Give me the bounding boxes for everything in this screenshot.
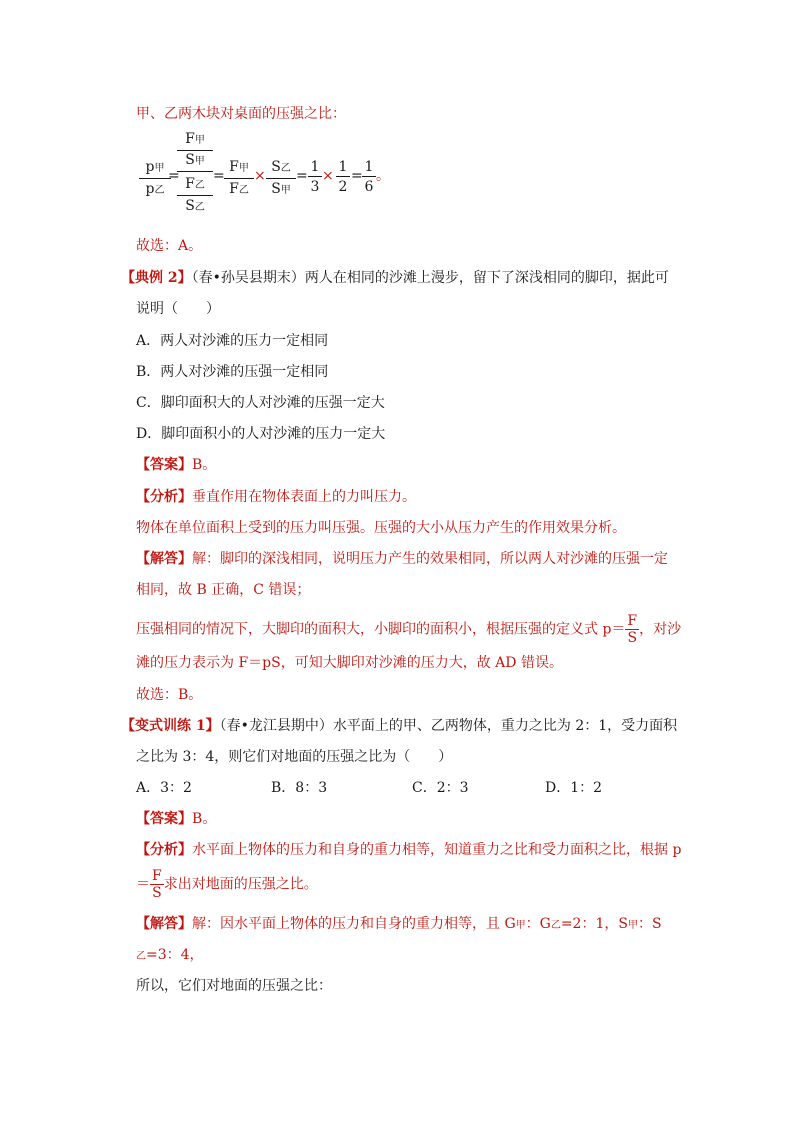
example-2-analysis-line-2: 物体在单位面积上受到的压力叫压强。压强的大小从压力产生的作用效果分析。 (136, 520, 626, 536)
variant-solution-1b: ：G (525, 916, 551, 932)
variant-answer-value: B。 (192, 811, 217, 827)
f-jia-sub: 甲 (194, 135, 205, 146)
variant-fraction-f: F (152, 868, 162, 884)
s-yi-letter: S (185, 198, 195, 214)
f-yi-sub-2: 乙 (238, 185, 249, 196)
variant-option-c: C．2：3 (412, 780, 469, 796)
f-yi-letter-2: F (229, 181, 239, 197)
frac-1-6-num: 1 (362, 158, 376, 177)
equals-sign-2: = (213, 168, 225, 184)
example-2-solution-line-3 (136, 613, 681, 646)
p-jia-sub: 甲 (154, 163, 165, 174)
variant-pressure-fraction (150, 868, 164, 901)
frac-1-2-num: 1 (336, 158, 350, 177)
frac-1-2-den: 2 (338, 179, 348, 195)
f-yi-sub: 乙 (194, 180, 205, 191)
example-2-solution-line-4: 滩的压力表示为 F＝pS，可知大脚印对沙滩的压力大，故 AD 错误。 (136, 655, 563, 671)
equals-sign-1: = (168, 168, 180, 184)
f-jia-letter: F (185, 131, 195, 147)
formula-end-mark: 。 (376, 168, 390, 184)
variant-answer (136, 809, 216, 829)
pressure-definition-fraction (625, 613, 639, 646)
variant-tag: 【变式训练 1】 (121, 718, 220, 734)
solution-line-3a: 压强相同的情况下，大脚印的面积大，小脚印的面积小，根据压强的定义式 p＝ (136, 621, 626, 638)
analysis-tag: 【分析】 (136, 489, 192, 505)
frac-1-6-den: 6 (364, 179, 374, 195)
example-2-stem-1: （春•孙吴县期末）两人在相同的沙滩上漫步，留下了深浅相同的脚印，据此可 (191, 270, 669, 286)
variant-g-jia-sub: 甲 (515, 920, 526, 931)
variant-stem-1: （春•龙江县期中）水平面上的甲、乙两物体，重力之比为 2：1，受力面积 (219, 718, 678, 734)
s-jia-letter: S (185, 152, 195, 168)
s-jia-sub: 甲 (194, 156, 205, 167)
variant-option-d: D．1：2 (545, 780, 603, 796)
variant-solution-line-2 (136, 945, 204, 967)
variant-s-jia-sub: 甲 (627, 920, 638, 931)
example-2-stem-line-1 (121, 268, 669, 288)
example-2-solution (136, 549, 668, 569)
variant-solution-tag: 【解答】 (136, 916, 192, 932)
example-2-tag: 【典例 2】 (121, 270, 192, 286)
variant-option-b: B．8：3 (271, 780, 328, 796)
times-sign-2: × (322, 168, 334, 184)
variant-analysis-tag: 【分析】 (136, 842, 192, 858)
p-yi-sub: 乙 (154, 185, 165, 196)
s-jia-letter-2: S (271, 181, 281, 197)
s-yi-letter-2: S (271, 159, 281, 175)
variant-solution-line-3: 所以，它们对地面的压强之比： (136, 978, 332, 994)
variant-solution-1a: 解：因水平面上物体的压力和自身的重力相等，且 G (192, 916, 516, 932)
frac-1-3-den: 3 (310, 179, 320, 195)
variant-stem-line-1 (121, 716, 677, 736)
analysis-line-1: 垂直作用在物体表面上的力叫压力。 (192, 489, 416, 505)
example-2-option-b: B．两人对沙滩的压强一定相同 (136, 364, 329, 380)
solution-line-1: 解：脚印的深浅相同，说明压力产生的效果相同，所以两人对沙滩的压强一定 (192, 551, 668, 567)
p-jia-letter: p (145, 159, 155, 175)
s-yi-sub: 乙 (194, 202, 205, 213)
variant-g-yi-sub: 乙 (550, 920, 561, 931)
variant-solution (136, 914, 662, 936)
variant-solution-1d: ：S (637, 916, 662, 932)
solution-tag: 【解答】 (136, 551, 192, 567)
f-yi-letter: F (185, 176, 195, 192)
example-2-analysis (136, 487, 416, 507)
f-jia-sub-2: 甲 (238, 163, 249, 174)
variant-analysis-line-1: 水平面上物体的压力和自身的重力相等，知道重力之比和受力面积之比，根据 p (192, 842, 682, 858)
choose-answer-1: 故选：A。 (136, 238, 203, 254)
example-2-option-a: A．两人对沙滩的压力一定相同 (136, 333, 329, 349)
variant-stem-2: 之比为 3：4，则它们对地面的压强之比为（ ） (136, 749, 453, 765)
example-2-solution-line-2: 相同，故 B 正确，C 错误； (136, 582, 311, 598)
solution-line-3b: ，对沙 (639, 621, 682, 638)
example-2-option-c: C．脚印面积大的人对沙滩的压强一定大 (136, 395, 385, 411)
f-jia-letter-2: F (229, 159, 239, 175)
variant-analysis-line-2 (136, 868, 318, 901)
intro-text: 甲、乙两木块对桌面的压强之比： (136, 106, 346, 122)
variant-analysis (136, 840, 681, 860)
variant-s-yi-sub: 乙 (136, 951, 146, 962)
example-2-answer (136, 455, 216, 475)
variant-option-a: A．3：2 (136, 780, 192, 796)
frac-1-3-num: 1 (308, 158, 322, 177)
fraction-numerator-f: F (627, 613, 638, 629)
s-yi-sub-2: 乙 (280, 163, 291, 174)
variant-solution-2: =3：4， (146, 947, 204, 963)
variant-solution-1c: =2：1，S (560, 916, 628, 932)
variant-analysis-line-2b: 求出对地面的压强之比。 (163, 876, 318, 893)
equals-sign-3: = (296, 168, 308, 184)
equals-sign-4: = (351, 168, 363, 184)
answer-value: B。 (192, 457, 217, 473)
variant-answer-tag: 【答案】 (136, 811, 192, 827)
example-2-stem-2: 说明（ ） (136, 301, 220, 317)
s-jia-sub-2: 甲 (280, 185, 291, 196)
fraction-denominator-s: S (627, 630, 638, 646)
p-yi-letter: p (145, 181, 155, 197)
times-sign-1: × (254, 168, 266, 184)
example-2-choose: 故选：B。 (136, 687, 203, 703)
example-2-option-d: D．脚印面积小的人对沙滩的压力一定大 (136, 426, 386, 442)
answer-tag: 【答案】 (136, 457, 192, 473)
variant-fraction-s: S (152, 885, 162, 901)
variant-analysis-eq: ＝ (136, 876, 150, 893)
